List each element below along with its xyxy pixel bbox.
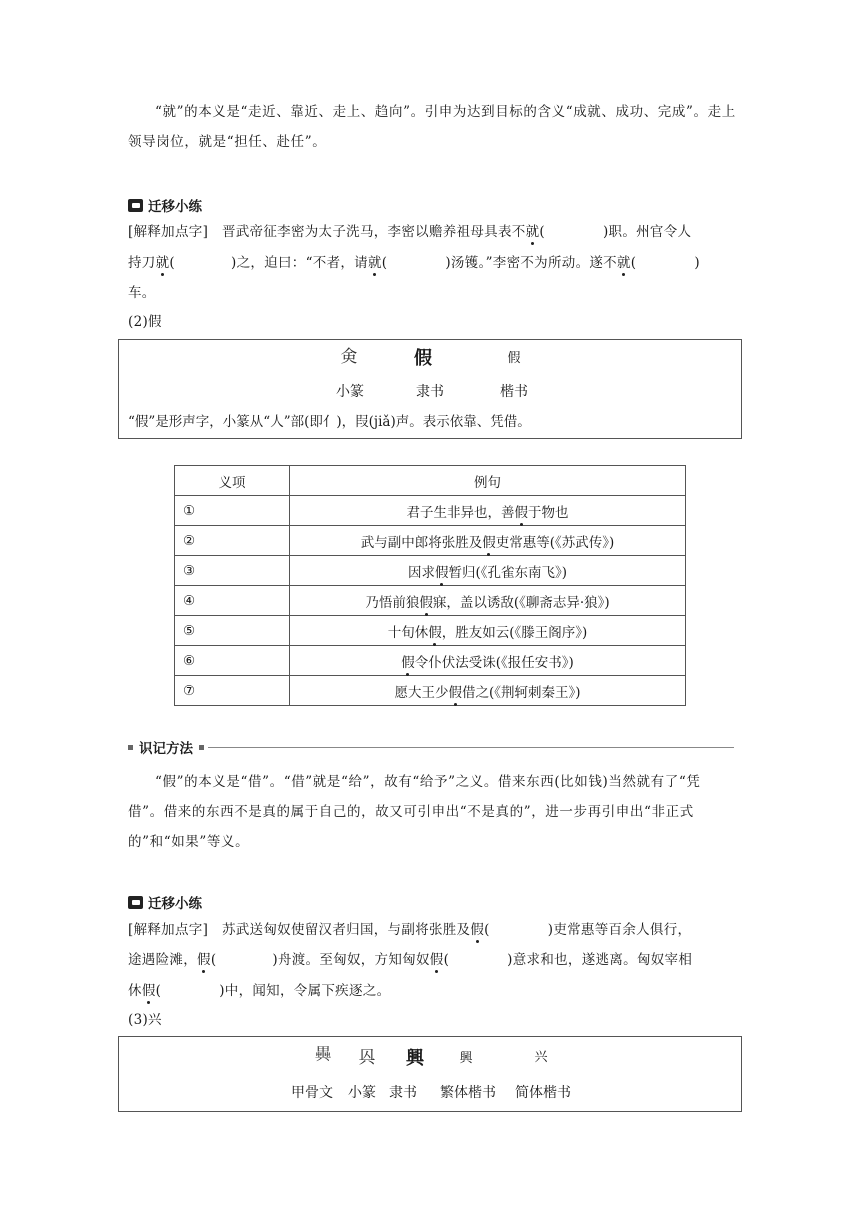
exercise-tag: [解释加点字] [128, 224, 209, 240]
jia-label-seal: 小篆 [336, 384, 364, 400]
table-cell-num: ④ [175, 586, 290, 616]
method-heading-label: 识记方法 [139, 741, 193, 757]
practice2-line1: [解释加点字] 苏武送匈奴使留汉者归国，与副将张胜及假( )吏常惠等百余人俱行， [128, 922, 692, 938]
jia-label-clerical: 隶书 [416, 384, 444, 400]
xing-clerical-glyph: 興 [406, 1048, 424, 1069]
table-cell-example: 乃悟前狼假寐，盖以诱敌(《聊斋志异·狼》) [290, 586, 686, 616]
dotted-char: 假 [434, 564, 449, 581]
jia-label-regular: 楷书 [500, 384, 528, 400]
dotted-char: 假 [470, 922, 485, 938]
jia-description: “假”是形声字，小篆从“人”部(即亻)，叚(jiǎ)声。表示依靠、凭借。 [128, 414, 531, 430]
table-cell-example: 因求假暂归(《孔雀东南飞》) [290, 556, 686, 586]
dotted-char: 假 [448, 684, 462, 701]
jia-meaning-table [174, 465, 686, 706]
table-cell-example: 假令仆伏法受诛(《报任安书》) [290, 646, 686, 676]
dotted-char: 就 [525, 224, 540, 240]
section-heading-xing: (3)兴 [128, 1012, 162, 1028]
table-row [175, 526, 686, 556]
practice-icon [128, 896, 143, 909]
xing-simplified-glyph: 兴 [534, 1050, 548, 1065]
practice-icon [128, 199, 143, 212]
practice2-line3: 休假( )中，闻知，令属下疾逐之。 [128, 983, 391, 999]
table-header-cell: 例句 [290, 466, 686, 496]
xing-label-traditional: 繁体楷书 [440, 1085, 496, 1101]
practice1-line3: 车。 [128, 285, 156, 301]
table-cell-num: ⑦ [175, 676, 290, 706]
jia-regular-glyph: 假 [507, 351, 521, 366]
table-cell-example: 愿大王少假借之(《荆轲刺秦王》) [290, 676, 686, 706]
dotted-char: 假 [419, 594, 433, 611]
dotted-char: 假 [401, 654, 415, 671]
table-cell-num: ⑥ [175, 646, 290, 676]
table-cell-num: ⑤ [175, 616, 290, 646]
square-bullet-icon [128, 745, 133, 750]
practice-heading [128, 892, 202, 912]
practice1-line1: [解释加点字] 晋武帝征李密为太子洗马，李密以赡养祖母具表不就( )职。州官令人 [128, 224, 692, 240]
table-cell-example: 十旬休假，胜友如云(《滕王阁序》) [290, 616, 686, 646]
table-header-cell: 义项 [175, 466, 290, 496]
dotted-char: 假 [482, 534, 496, 551]
table-row [175, 496, 686, 526]
dotted-char: 假 [514, 504, 528, 521]
xing-label-oracle: 甲骨文 [291, 1085, 333, 1101]
dotted-char: 就 [155, 255, 170, 271]
table-cell-num: ② [175, 526, 290, 556]
practice-heading [128, 195, 202, 215]
xing-traditional-glyph: 興 [459, 1051, 473, 1066]
square-bullet-icon [199, 745, 204, 750]
table-header-row [175, 466, 686, 496]
jia-glyph-box [118, 339, 742, 439]
practice2-line2: 途遇险滩，假( )舟渡。至匈奴，方知匈奴假( )意求和也，遂逃离。匈奴宰相 [128, 952, 693, 968]
practice1-line2: 持刀就( )之，迫曰：“不者，请就( )汤镬。”李密不为所动。遂不就( ) [128, 255, 700, 271]
xing-seal-glyph: 㒷 [358, 1048, 376, 1068]
table-row [175, 676, 686, 706]
dotted-char: 假 [197, 952, 211, 968]
section-heading-jia: (2)假 [128, 314, 162, 330]
table-row [175, 586, 686, 616]
table-row [175, 616, 686, 646]
jiu-memo-paragraph: “就”的本义是“走近、靠近、走上、趋向”。引申为达到目标的含义“成就、成功、完成”。走上领导岗位，就是“担任、赴任”。 [128, 104, 736, 150]
method-paragraph: “假”的本义是“借”。“借”就是“给”，故有“给予”之义。借来东西(比如钱)当然就有了“凭借”。借来的东西不是真的属于自己的，故又可引申出“不是真的”，进一步再引申出“非正式的”和“如果”等义。 [128, 774, 701, 850]
jia-seal-glyph: 㑒 [340, 347, 358, 367]
xing-label-simplified: 简体楷书 [515, 1085, 571, 1101]
dotted-char: 就 [367, 255, 382, 271]
dotted-char: 假 [141, 983, 156, 999]
table-row [175, 556, 686, 586]
exercise-tag: [解释加点字] [128, 922, 209, 938]
practice-heading-label: 迁移小练 [148, 896, 202, 912]
practice-heading-label: 迁移小练 [148, 199, 202, 215]
table-cell-num: ③ [175, 556, 290, 586]
table-cell-example: 武与副中郎将张胜及假吏常惠等(《苏武传》) [290, 526, 686, 556]
xing-label-seal: 小篆 [348, 1085, 376, 1101]
dotted-char: 假 [428, 624, 442, 641]
xing-glyph-box [118, 1036, 742, 1112]
divider [208, 747, 734, 748]
dotted-char: 就 [616, 255, 631, 271]
table-row [175, 646, 686, 676]
table-cell-num: ① [175, 496, 290, 526]
dotted-char: 假 [429, 952, 444, 968]
xing-label-clerical: 隶书 [389, 1085, 417, 1101]
xing-oracle-glyph: 𠔱 [314, 1045, 332, 1065]
method-heading [128, 737, 734, 757]
table-cell-example: 君子生非异也，善假于物也 [290, 496, 686, 526]
jia-clerical-glyph: 假 [414, 348, 432, 369]
